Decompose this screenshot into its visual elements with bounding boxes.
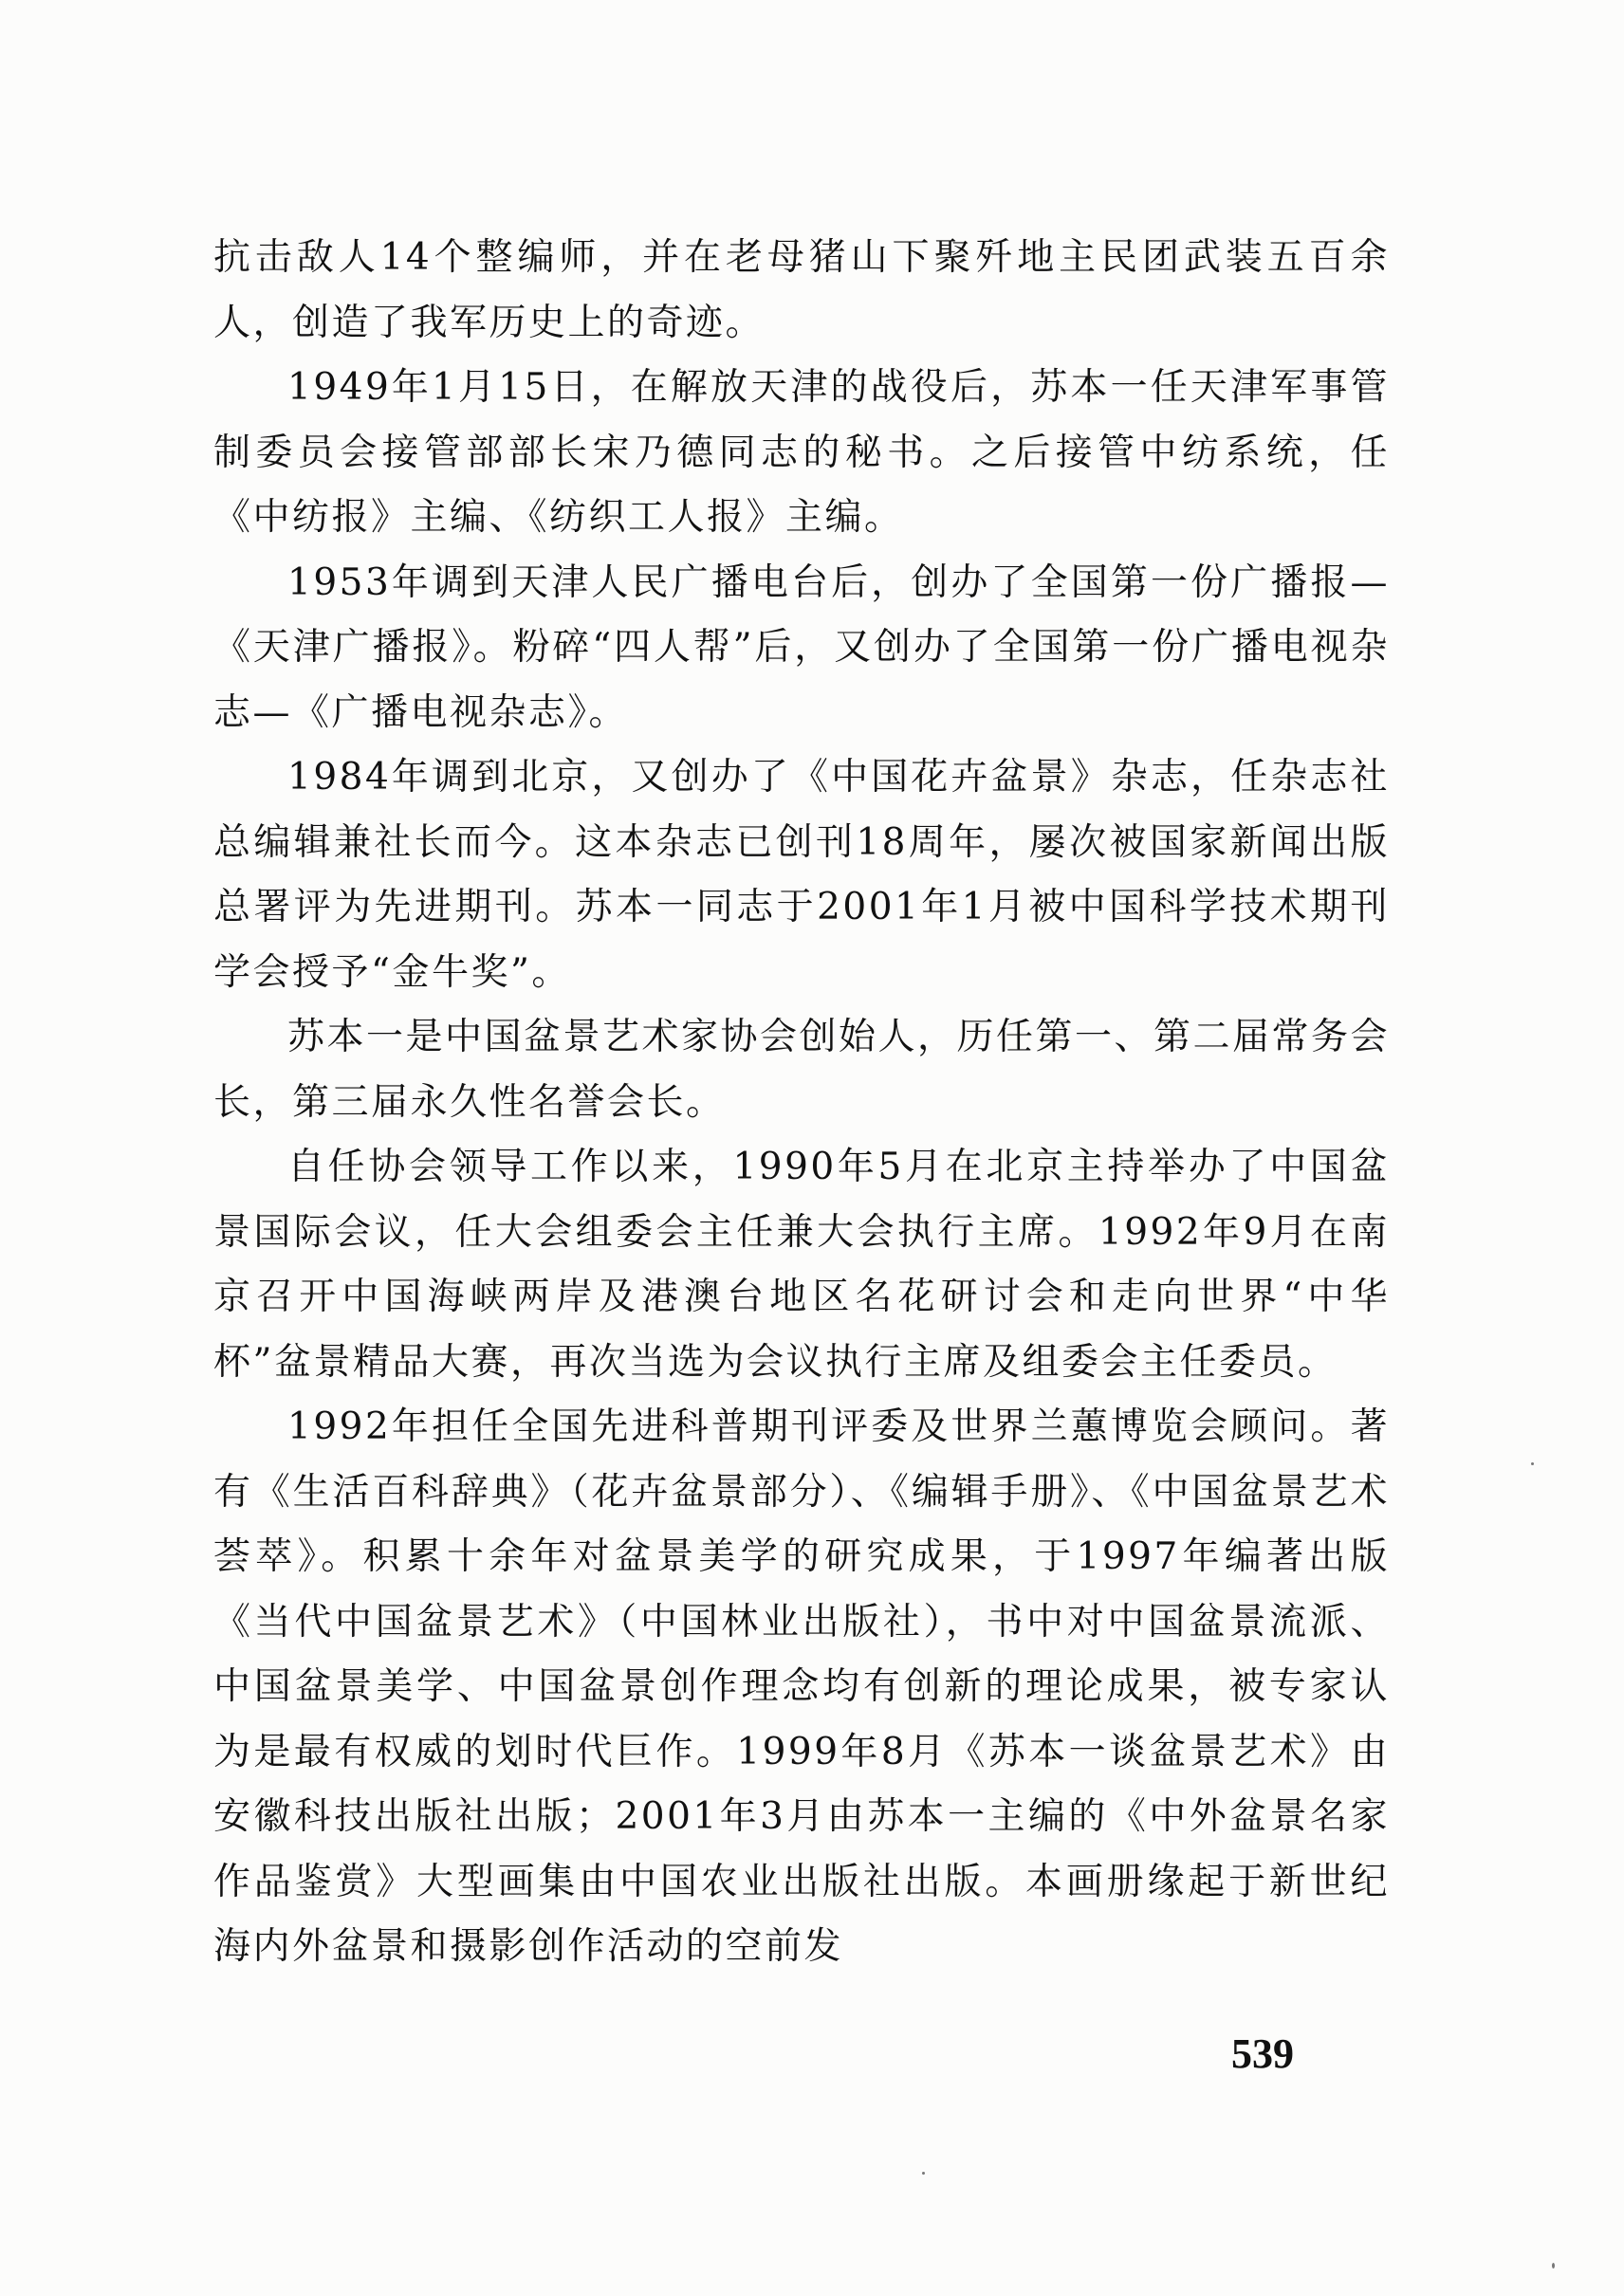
paragraph-continuation: 抗击敌人14个整编师，并在老母猪山下聚歼地主民团武装五百余人，创造了我军历史上的奇迹。 — [213, 236, 1390, 344]
paragraph-1953-broadcast: 1953年调到天津人民广播电台后，创办了全国第一份广播报—《天津广播报》。粉碎“四人帮”后，又创办了全国第一份广播电视杂志—《广播电视杂志》。 — [213, 560, 1390, 734]
scan-speck — [1552, 2263, 1555, 2268]
paragraph-1992-publications: 1992年担任全国先进科普期刊评委及世界兰蕙博览会顾问。著有《生活百科辞典》（花卉盆景部分）、《编辑手册》、《中国盆景艺术荟萃》。积累十余年对盆景美学的研究成果，于1997年编著出版《当代中国盆景艺术》（中国林业出版社），书中对中国盆景流派、中国盆景美学、中国盆景创作理念均有创新的理论成果，被专家认为是最有权威的划时代巨作。1999年8月《苏本一谈盆景艺术》由安徽科技出版社出版；2001年3月由苏本一主编的《中外盆景名家作品鉴赏》大型画集由中国农业出版社出版。本画册缘起于新世纪海内外盆景和摄影创作活动的空前发 — [213, 1405, 1390, 1968]
paragraph-1949-tianjin: 1949年1月15日，在解放天津的战役后，苏本一任天津军事管制委员会接管部部长宋乃德同志的秘书。之后接管中纺系统，任《中纺报》主编、《纺织工人报》主编。 — [213, 366, 1390, 539]
body-text — [213, 226, 1390, 1980]
scan-speck — [1531, 1462, 1534, 1465]
page-number: 539 — [1231, 2030, 1294, 2077]
paragraph-association-founder: 苏本一是中国盆景艺术家协会创始人，历任第一、第二届常务会长，第三届永久性名誉会长。 — [213, 1016, 1391, 1124]
scan-speck — [922, 2172, 925, 2175]
paragraph-association-work: 自任协会领导工作以来，1990年5月在北京主持举办了中国盆景国际会议，任大会组委会主任兼大会执行主席。1992年9月在南京召开中国海峡两岸及港澳台地区名花研讨会和走向世界“中华杯”盆景精品大赛，再次当选为会议执行主席及组委会主任委员。 — [213, 1146, 1390, 1384]
paragraph-1984-beijing: 1984年调到北京，又创办了《中国花卉盆景》杂志，任杂志社总编辑兼社长而今。这本杂志已创刊18周年，屡次被国家新闻出版总署评为先进期刊。苏本一同志于2001年1月被中国科学技术期刊学会授予“金牛奖”。 — [213, 756, 1390, 994]
